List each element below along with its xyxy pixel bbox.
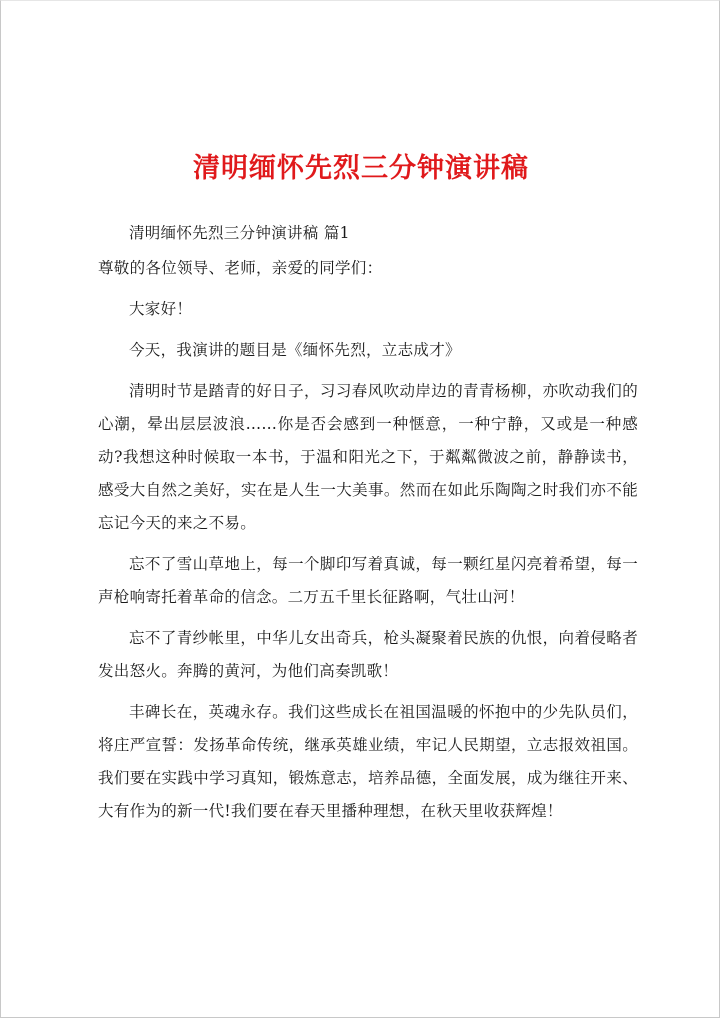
document-title: 清明缅怀先烈三分钟演讲稿	[193, 153, 529, 184]
greeting-paragraph: 大家好！	[129, 300, 193, 318]
document-body	[98, 217, 638, 836]
document-subtitle: 清明缅怀先烈三分钟演讲稿 篇1	[129, 224, 350, 242]
salutation-paragraph: 尊敬的各位领导、老师，亲爱的同学们：	[98, 259, 383, 277]
body-paragraph: 忘不了青纱帐里，中华儿女出奇兵，枪头凝聚着民族的仇恨，向着侵略者发出怒火。奔腾的黄河，为他们高奏凯歌！	[98, 629, 638, 680]
topic-paragraph: 今天，我演讲的题目是《缅怀先烈，立志成才》	[129, 341, 461, 359]
body-paragraph: 忘不了雪山草地上，每一个脚印写着真诚，每一颗红星闪亮着希望，每一声枪响寄托着革命的信念。二万五千里长征路啊，气壮山河！	[98, 555, 638, 606]
body-paragraph: 丰碑长在，英魂永存。我们这些成长在祖国温暖的怀抱中的少先队员们，将庄严宣誓：发扬革命传统，继承英雄业绩，牢记人民期望，立志报效祖国。我们要在实践中学习真知，锻炼意志，培养品德，全面发展，成为继往开来、大有作为的新一代!我们要在春天里播种理想，在秋天里收获辉煌！	[98, 703, 638, 820]
body-paragraph: 清明时节是踏青的好日子，习习春风吹动岸边的青青杨柳，亦吹动我们的心潮，晕出层层波浪……你是否会感到一种惬意，一种宁静，又或是一种感动?我想这种时候取一本书，于温和阳光之下，于粼粼微波之前，静静读书，感受大自然之美好，实在是人生一大美事。然而在如此乐陶陶之时我们亦不能忘记今天的来之不易。	[98, 382, 638, 532]
